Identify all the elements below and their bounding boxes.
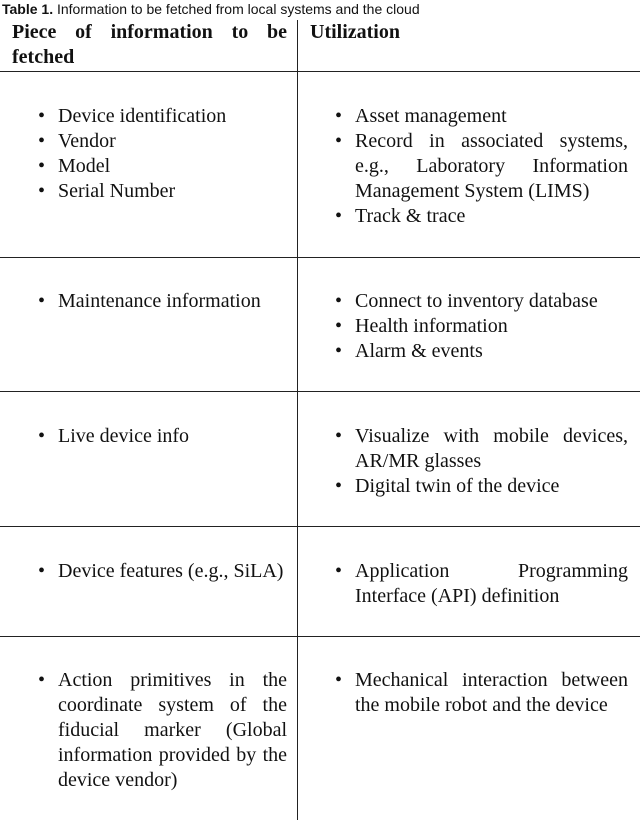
row-1-utilization (335, 104, 628, 229)
header-divider (0, 71, 640, 72)
list-item: • Maintenance information (38, 289, 287, 314)
table-caption-label: Table 1. (2, 1, 54, 17)
row-divider (0, 257, 640, 258)
list-item: • Device features (e.g., SiLA) (38, 559, 287, 584)
list-item: • Model (38, 154, 287, 179)
list-item: • Alarm & events (335, 339, 628, 364)
row-3-information (38, 424, 287, 449)
list-item: • Asset management (335, 104, 628, 129)
list-item: • Track & trace (335, 204, 628, 229)
row-divider (0, 526, 640, 527)
list-item: • Connect to inventory database (335, 289, 628, 314)
row-1-information (38, 104, 287, 204)
list-item: • Digital twin of the device (335, 474, 628, 499)
row-divider (0, 636, 640, 637)
column-header-utilization: Utilization (310, 21, 400, 43)
row-5-utilization (335, 668, 628, 718)
list-item: • Live device info (38, 424, 287, 449)
row-4-utilization (335, 559, 628, 609)
list-item: • Application Programming Interface (API) definition (335, 559, 628, 609)
column-header-information: Piece of information to be fetched (12, 21, 287, 68)
list-item: • Device identification (38, 104, 287, 129)
list-item: • Mechanical interaction between the mobile robot and the device (335, 668, 628, 718)
column-divider (297, 20, 298, 820)
list-item: • Health information (335, 314, 628, 339)
row-5-information (38, 668, 287, 793)
row-2-utilization (335, 289, 628, 364)
row-divider (0, 391, 640, 392)
list-item: • Visualize with mobile devices, AR/MR glasses (335, 424, 628, 474)
row-4-information (38, 559, 287, 584)
list-item: • Action primitives in the coordinate system of the fiducial marker (Global information provided by the device vendor) (38, 668, 287, 793)
list-item: • Record in associated systems, e.g., Laboratory Information Management System (LIMS) (335, 129, 628, 204)
list-item: • Vendor (38, 129, 287, 154)
row-2-information (38, 289, 287, 314)
list-item: • Serial Number (38, 179, 287, 204)
table-caption (2, 0, 420, 18)
row-3-utilization (335, 424, 628, 499)
table-caption-text: Information to be fetched from local systems and the cloud (56, 1, 420, 17)
